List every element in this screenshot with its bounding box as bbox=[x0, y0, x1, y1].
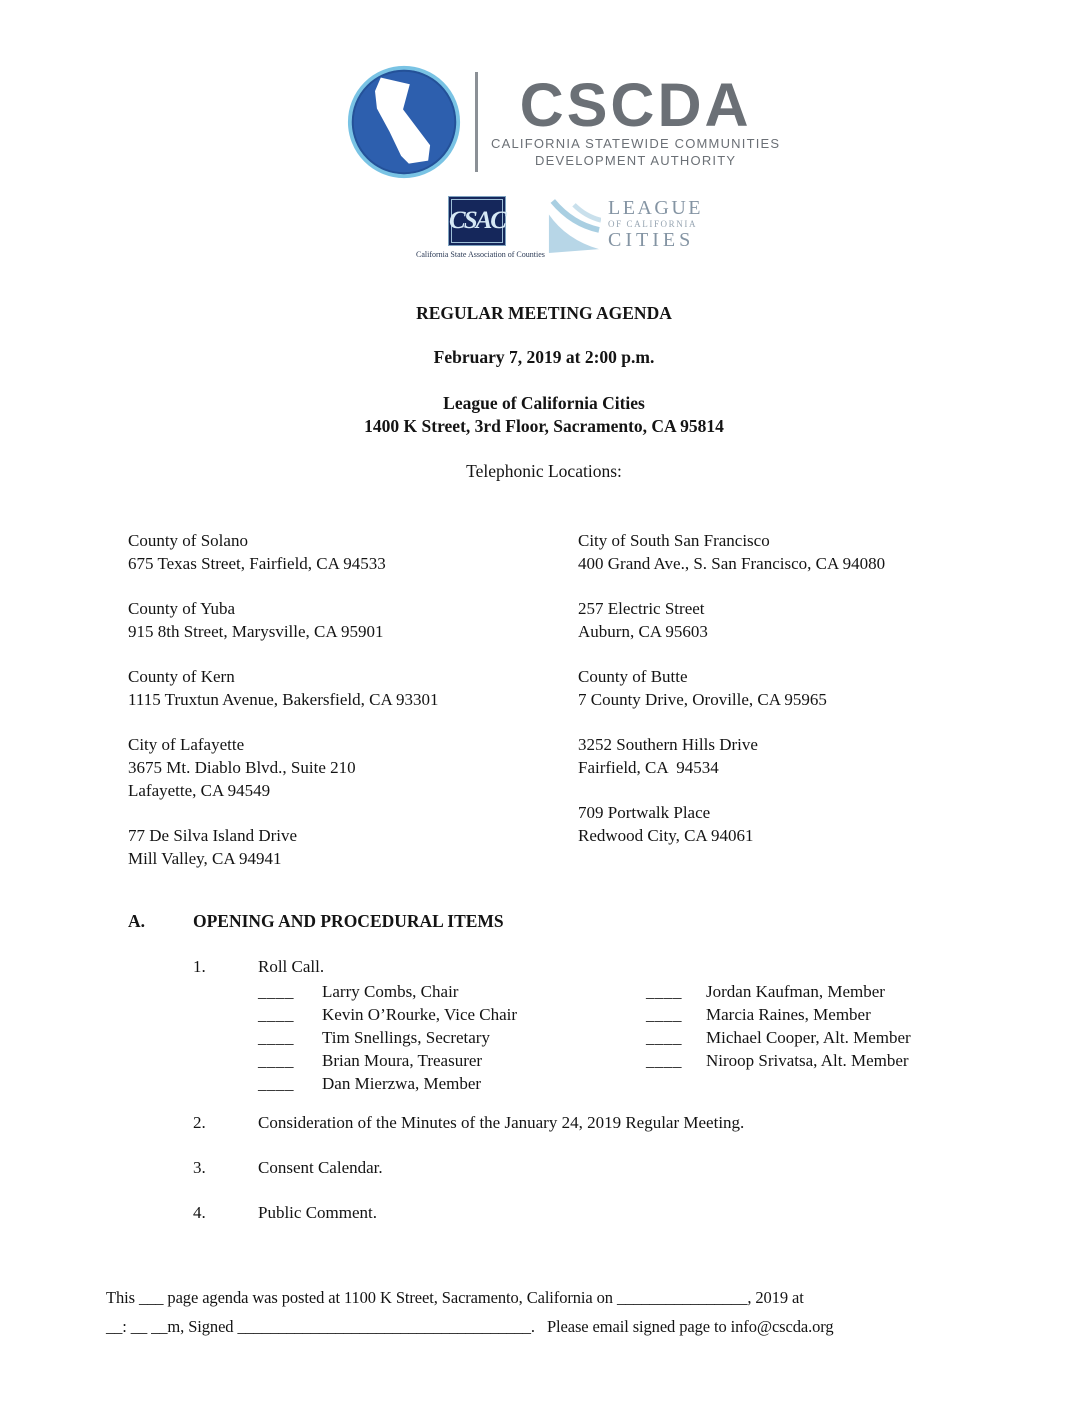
league-swoosh-icon bbox=[547, 198, 601, 256]
item-text: Public Comment. bbox=[258, 1203, 377, 1222]
item-text: Consent Calendar. bbox=[258, 1158, 383, 1177]
roll-call-name: Niroop Srivatsa, Alt. Member bbox=[706, 1051, 909, 1070]
cscda-logo bbox=[346, 64, 780, 180]
item-number: 4. bbox=[193, 1203, 206, 1222]
telephonic-locations-label: Telephonic Locations: bbox=[466, 461, 622, 481]
roll-call-row bbox=[258, 1026, 911, 1049]
location-line: 3675 Mt. Diablo Blvd., Suite 210 bbox=[128, 758, 356, 777]
item-text: Roll Call. bbox=[258, 957, 325, 976]
csac-acronym: CSAC bbox=[449, 207, 505, 234]
roll-call-blank: ____ bbox=[646, 982, 682, 1001]
roll-call-blank: ____ bbox=[646, 1051, 682, 1070]
roll-call-name: Brian Moura, Treasurer bbox=[322, 1051, 483, 1070]
roll-call-blank: ____ bbox=[258, 1074, 294, 1093]
location-block bbox=[128, 597, 439, 643]
section-letter: A. bbox=[128, 911, 146, 931]
logo-tagline-line1: CALIFORNIA STATEWIDE COMMUNITIES bbox=[491, 136, 781, 151]
roll-call-blank: ____ bbox=[258, 982, 294, 1001]
posting-notice-line2: __: __ __m, Signed ____________________________________. Please email signed page to info@cscda.org bbox=[106, 1317, 834, 1336]
roll-call-row bbox=[258, 980, 911, 1003]
roll-call-name: Marcia Raines, Member bbox=[706, 1005, 871, 1024]
location-line: County of Solano bbox=[128, 531, 248, 550]
location-line: Mill Valley, CA 94941 bbox=[128, 849, 282, 868]
location-block bbox=[578, 733, 885, 779]
location-line: County of Yuba bbox=[128, 599, 236, 618]
location-line: 77 De Silva Island Drive bbox=[128, 826, 298, 845]
posting-notice-line1: This ___ page agenda was posted at 1100 K Street, Sacramento, California on ________________, 2019 at bbox=[106, 1288, 804, 1307]
logo-tagline-line2: DEVELOPMENT AUTHORITY bbox=[535, 153, 737, 168]
location-line: 675 Texas Street, Fairfield, CA 94533 bbox=[128, 554, 386, 573]
location-line: City of South San Francisco bbox=[578, 531, 770, 550]
venue-address: 1400 K Street, 3rd Floor, Sacramento, CA 95814 bbox=[364, 416, 724, 436]
league-line2: OF CALIFORNIA bbox=[608, 219, 698, 229]
agenda-item-1 bbox=[193, 957, 324, 977]
section-a-heading bbox=[128, 911, 504, 932]
league-line3: CITIES bbox=[608, 229, 695, 251]
location-block bbox=[128, 824, 439, 870]
location-line: 1115 Truxtun Avenue, Bakersfield, CA 93301 bbox=[128, 690, 439, 709]
location-line: City of Lafayette bbox=[128, 735, 245, 754]
location-line: Lafayette, CA 94549 bbox=[128, 781, 271, 800]
california-globe-icon bbox=[346, 64, 462, 180]
roll-call-name: Michael Cooper, Alt. Member bbox=[706, 1028, 911, 1047]
location-block bbox=[578, 597, 885, 643]
roll-call-name: Larry Combs, Chair bbox=[322, 982, 459, 1001]
logo-divider bbox=[475, 72, 478, 172]
locations-right-column bbox=[578, 529, 885, 869]
venue-name: League of California Cities bbox=[443, 393, 645, 413]
location-block bbox=[128, 733, 439, 802]
agenda-item-3 bbox=[193, 1158, 383, 1178]
item-number: 3. bbox=[193, 1158, 206, 1177]
section-title: OPENING AND PROCEDURAL ITEMS bbox=[193, 911, 504, 931]
location-block bbox=[578, 529, 885, 575]
agenda-item-4 bbox=[193, 1203, 377, 1223]
location-line: 915 8th Street, Marysville, CA 95901 bbox=[128, 622, 384, 641]
roll-call-blank: ____ bbox=[258, 1028, 294, 1047]
csac-logo-box bbox=[448, 196, 506, 246]
roll-call-name: Dan Mierzwa, Member bbox=[322, 1074, 482, 1093]
league-logo bbox=[547, 198, 703, 256]
roll-call-name: Kevin O’Rourke, Vice Chair bbox=[322, 1005, 518, 1024]
location-line: Fairfield, CA 94534 bbox=[578, 758, 719, 777]
league-wordmark bbox=[608, 198, 703, 251]
roll-call-list bbox=[258, 980, 911, 1095]
location-line: County of Butte bbox=[578, 667, 688, 686]
logo-wordmark bbox=[491, 71, 781, 169]
csac-logo bbox=[416, 196, 545, 259]
logo-acronym: CSCDA bbox=[519, 71, 752, 139]
location-line: County of Kern bbox=[128, 667, 235, 686]
location-block bbox=[128, 665, 439, 711]
locations-left-column bbox=[128, 529, 439, 892]
location-line: 257 Electric Street bbox=[578, 599, 705, 618]
item-number: 2. bbox=[193, 1113, 206, 1132]
location-block bbox=[128, 529, 439, 575]
roll-call-name: Jordan Kaufman, Member bbox=[706, 982, 885, 1001]
location-line: 709 Portwalk Place bbox=[578, 803, 711, 822]
item-text: Consideration of the Minutes of the January 24, 2019 Regular Meeting. bbox=[258, 1113, 745, 1132]
roll-call-row bbox=[258, 1003, 911, 1026]
roll-call-row bbox=[258, 1072, 911, 1095]
roll-call-blank: ____ bbox=[646, 1028, 682, 1047]
roll-call-row bbox=[258, 1049, 911, 1072]
location-line: Auburn, CA 95603 bbox=[578, 622, 708, 641]
location-line: Redwood City, CA 94061 bbox=[578, 826, 754, 845]
location-line: 3252 Southern Hills Drive bbox=[578, 735, 758, 754]
location-block bbox=[578, 801, 885, 847]
location-line: 400 Grand Ave., S. San Francisco, CA 94080 bbox=[578, 554, 886, 573]
posting-notice bbox=[106, 1283, 986, 1341]
location-block bbox=[578, 665, 885, 711]
location-line: 7 County Drive, Oroville, CA 95965 bbox=[578, 690, 827, 709]
league-line1: LEAGUE bbox=[608, 197, 703, 219]
roll-call-blank: ____ bbox=[646, 1005, 682, 1024]
document-title: REGULAR MEETING AGENDA bbox=[416, 303, 672, 323]
roll-call-name: Tim Snellings, Secretary bbox=[322, 1028, 490, 1047]
meeting-datetime: February 7, 2019 at 2:00 p.m. bbox=[433, 347, 655, 367]
roll-call-blank: ____ bbox=[258, 1051, 294, 1070]
item-number: 1. bbox=[193, 957, 206, 976]
roll-call-blank: ____ bbox=[258, 1005, 294, 1024]
csac-caption: California State Association of Counties bbox=[416, 250, 545, 259]
agenda-item-2 bbox=[193, 1113, 744, 1133]
